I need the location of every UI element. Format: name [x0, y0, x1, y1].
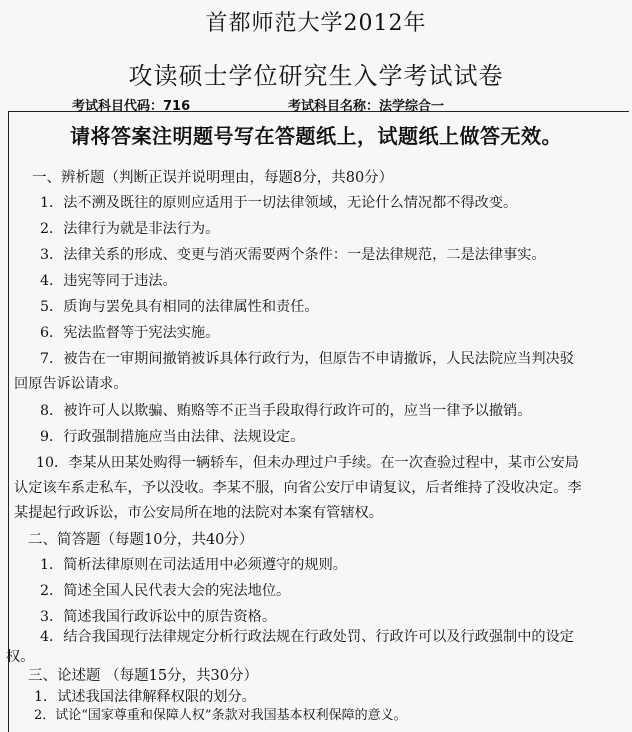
question-1-7-line1: 7．被告在一审期间撤销被诉具体行政行为，但原告不申请撤诉，人民法院应当判决驳 [40, 351, 574, 367]
section-3-heading: 三、论述题 （每题15分，共30分） [28, 668, 259, 684]
question-1-10-line2: 认定该车系走私车，予以没收。李某不服，向省公安厅申请复议，后者维持了没收决定。李 [14, 480, 582, 496]
question-1-3: 3．法律关系的形成、变更与消灭需要两个条件：一是法律规范，二是法律事实。 [40, 247, 546, 263]
subject-name-label: 考试科目名称： [288, 99, 380, 114]
exam-title: 攻读硕士学位研究生入学考试试卷 [128, 62, 504, 90]
question-2-3: 3．简述我国行政诉讼中的原告资格。 [40, 609, 277, 625]
question-2-4-line2: 权。 [6, 649, 35, 665]
question-2-2: 2．简述全国人民代表大会的宪法地位。 [40, 583, 291, 599]
question-3-1: 1．试述我国法律解释权限的划分。 [34, 689, 256, 705]
question-1-9: 9．行政强制措施应当由法律、法规设定。 [40, 429, 305, 445]
question-1-6: 6．宪法监督等于宪法实施。 [40, 325, 220, 341]
subject-code-value: 716 [163, 99, 191, 114]
question-2-1: 1．简析法律原则在司法适用中必须遵守的规则。 [40, 557, 347, 573]
subject-name-value: 法学综合一 [379, 99, 445, 114]
question-1-10-line1: 10．李某从田某处购得一辆轿车，但未办理过户手续。在一次查验过程中，某市公安局 [36, 455, 579, 471]
section-1-heading: 一、辨析题（判断正误并说明理由，每题8分，共80分） [32, 170, 394, 186]
university-title: 首都师范大学2012年 [205, 11, 427, 36]
question-1-5: 5．质询与罢免具有相同的法律属性和责任。 [40, 299, 319, 315]
question-1-2: 2．法律行为就是非法行为。 [40, 221, 220, 237]
question-1-10-line3: 某提起行政诉讼，市公安局所在地的法院对本案有管辖权。 [14, 505, 383, 521]
subject-code-label: 考试科目代码： [72, 99, 164, 114]
question-1-4: 4．违宪等同于违法。 [40, 273, 177, 289]
answer-notice: 请将答案注明题号写在答题纸上，试题纸上做答无效。 [70, 124, 562, 148]
question-2-4-line1: 4．结合我国现行法律规定分析行政法规在行政处罚、行政许可以及行政强制中的设定 [40, 629, 574, 645]
question-1-7-line2: 回原告诉讼请求。 [14, 376, 128, 392]
question-1-8: 8．被许可人以欺骗、贿赂等不正当手段取得行政许可的，应当一律予以撤销。 [40, 403, 532, 419]
section-2-heading: 二、简答题（每题10分，共40分） [28, 532, 254, 548]
question-3-2: 2．试论“国家尊重和保障人权”条款对我国基本权利保障的意义。 [34, 708, 407, 723]
question-1-1: 1．法不溯及既往的原则应适用于一切法律领域，无论什么情况都不得改变。 [40, 195, 518, 211]
